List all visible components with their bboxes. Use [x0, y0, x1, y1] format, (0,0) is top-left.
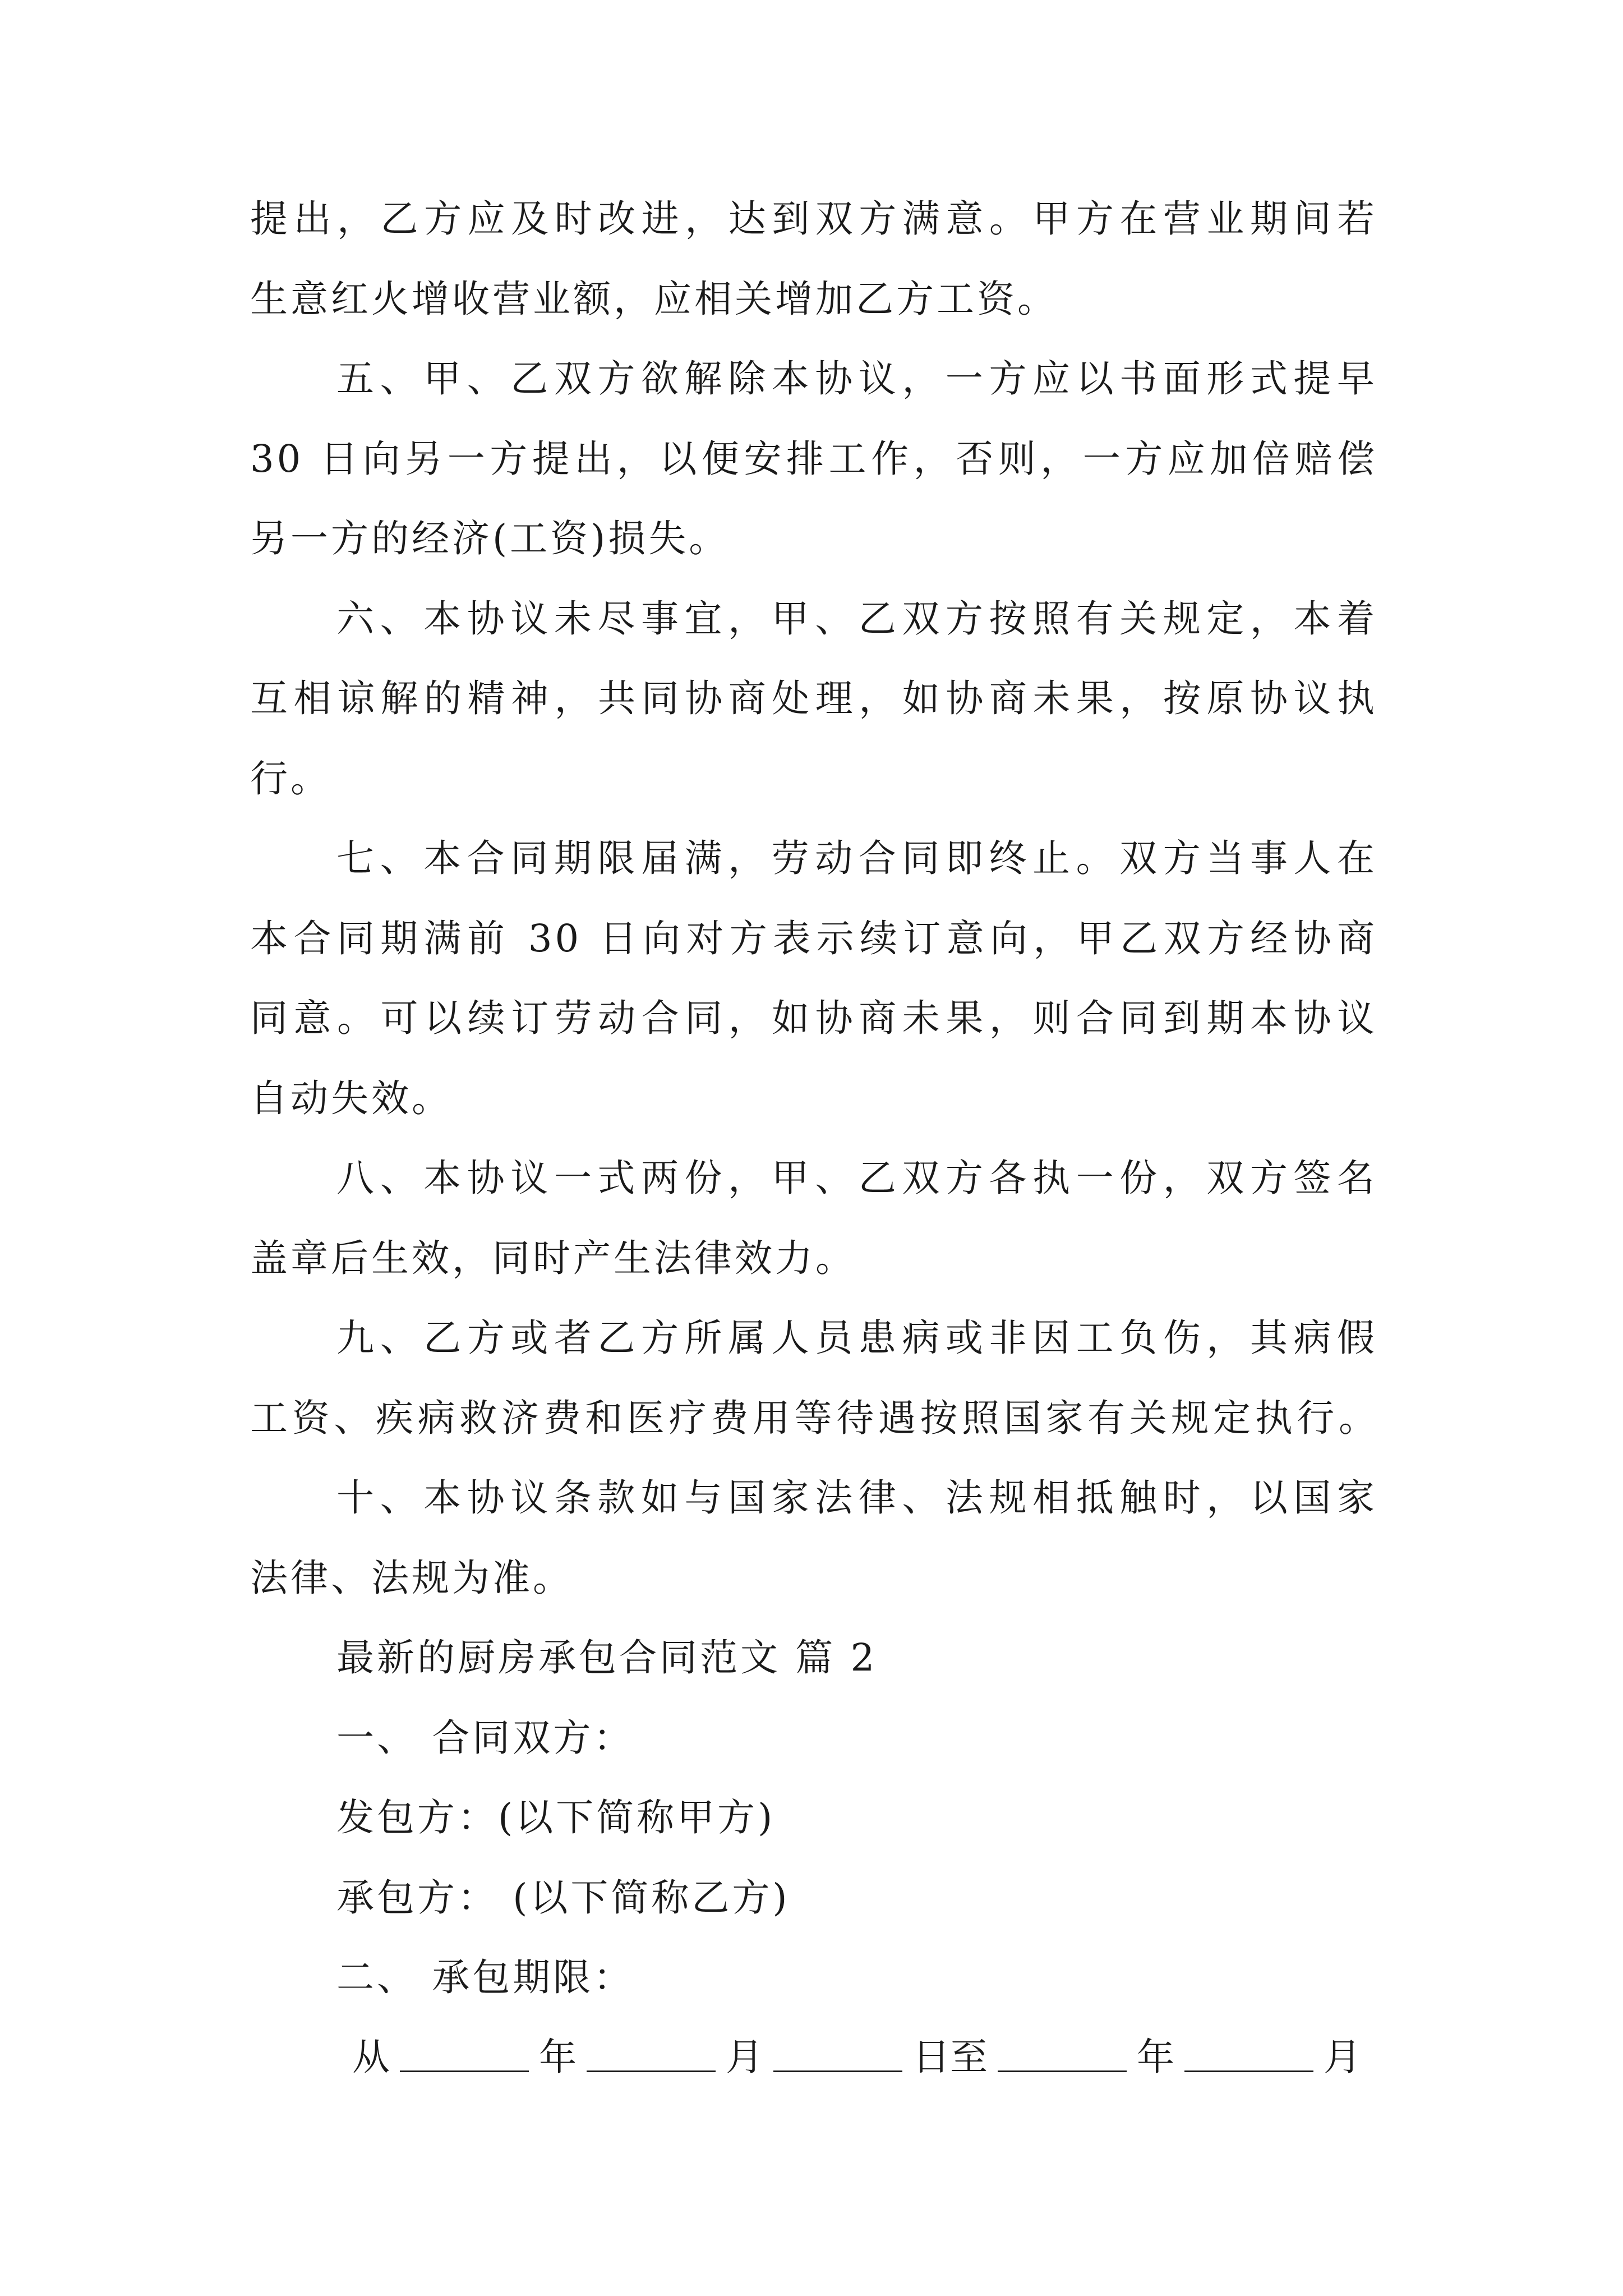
clause-10: 十、本协议条款如与国家法律、法规相抵触时，以国家 [336, 1476, 1377, 1520]
date-word: 年 [1137, 2035, 1174, 2079]
blank-field [587, 2067, 716, 2072]
contractor-line: 承包方： (以下简称乙方) [336, 1876, 790, 1920]
text-line: 法律、法规为准。 [250, 1556, 573, 1600]
date-word: 月 [1324, 2035, 1361, 2079]
clause-6: 六、本协议未尽事宜，甲、乙双方按照有关规定，本着 [336, 597, 1377, 641]
text-line: 30 日向另一方提出，以便安排工作，否则，一方应加倍赔偿 [250, 437, 1377, 481]
text-line: 本合同期满前 30 日向对方表示续订意向，甲乙双方经协商 [250, 917, 1377, 960]
employer-line: 发包方：(以下简称甲方) [336, 1796, 776, 1839]
text-line: 同意。可以续订劳动合同，如协商未果，则合同到期本协议 [250, 996, 1377, 1040]
term-heading: 二、 承包期限： [336, 1955, 634, 1999]
date-word: 日至 [912, 2035, 988, 2079]
text-line: 生意红火增收营业额，应相关增加乙方工资。 [250, 277, 1058, 321]
subheading-parties: 一、 合同双方： [336, 1716, 634, 1760]
clause-5: 五、甲、乙双方欲解除本协议，一方应以书面形式提早 [336, 357, 1377, 401]
text-line: 工资、疾病救济费和医疗费用等待遇按照国家有关规定执行。 [250, 1396, 1377, 1440]
blank-field [773, 2067, 902, 2072]
blank-field [1184, 2067, 1313, 2072]
text-line: 互相谅解的精神，共同协商处理，如协商未果，按原协议执 [250, 677, 1377, 720]
clause-7: 七、本合同期限届满，劳动合同即终止。双方当事人在 [336, 836, 1377, 880]
text-line: 自动失效。 [250, 1076, 452, 1120]
date-word: 从 [352, 2035, 390, 2079]
date-word: 月 [726, 2035, 763, 2079]
text-line: 行。 [250, 757, 331, 800]
term-date-line [342, 2032, 1385, 2082]
date-word: 年 [539, 2035, 577, 2079]
section-heading: 最新的厨房承包合同范文 篇 2 [336, 1636, 878, 1680]
clause-9: 九、乙方或者乙方所属人员患病或非因工负伤，其病假 [336, 1316, 1377, 1360]
text-line: 另一方的经济(工资)损失。 [250, 517, 730, 560]
text-line: 提出，乙方应及时改进，达到双方满意。甲方在营业期间若 [250, 197, 1377, 241]
text-line: 盖章后生效，同时产生法律效力。 [250, 1236, 856, 1280]
clause-8: 八、本协议一式两份，甲、乙双方各执一份，双方签名 [336, 1156, 1377, 1200]
blank-field [400, 2067, 529, 2072]
blank-field [998, 2067, 1127, 2072]
